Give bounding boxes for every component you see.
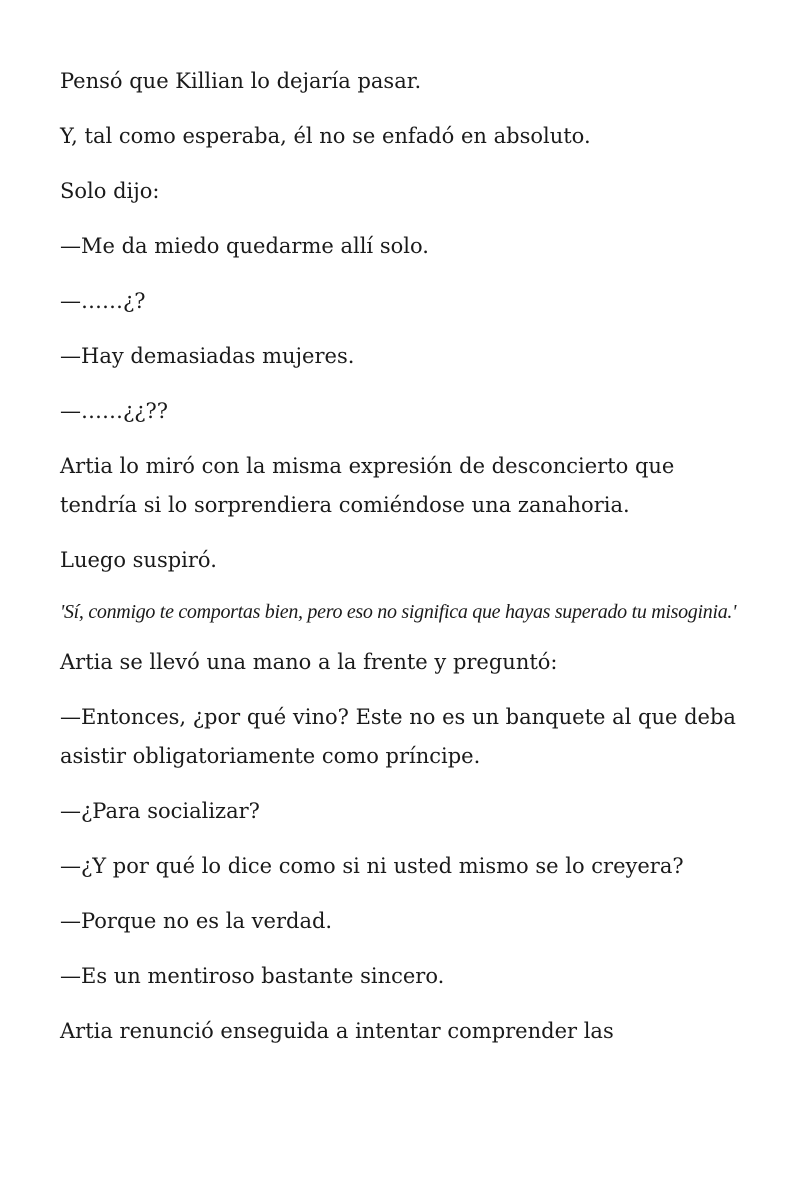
dialogue-line: —……¿? [60,289,146,313]
paragraph: Pensó que Killian lo dejaría pasar. [60,69,422,93]
paragraph: Artia lo miró con la misma expresión de desconcierto que tendría si lo sorprendiera comiéndose una zanahoria. [60,454,675,517]
paragraph: Solo dijo: [60,179,160,203]
paragraph: Artia se llevó una mano a la frente y preguntó: [60,650,558,674]
reader-page [60,62,740,1067]
dialogue-line: —¿Para socializar? [60,799,260,823]
dialogue-line: —Es un mentiroso bastante sincero. [60,964,445,988]
inner-thought: 'Sí, conmigo te comportas bien, pero eso no significa que hayas superado tu misoginia.' [60,601,737,623]
dialogue-line: —Entonces, ¿por qué vino? Este no es un banquete al que deba asistir obligatoriamente como príncipe. [60,705,736,768]
dialogue-line: —Porque no es la verdad. [60,909,333,933]
paragraph: Luego suspiró. [60,548,217,572]
paragraph: Artia renunció enseguida a intentar comprender las [60,1019,614,1043]
dialogue-line: —……¿¿?? [60,399,169,423]
paragraph: Y, tal como esperaba, él no se enfadó en absoluto. [60,124,591,148]
dialogue-line: —Me da miedo quedarme allí solo. [60,234,429,258]
dialogue-line: —Hay demasiadas mujeres. [60,344,355,368]
dialogue-line: —¿Y por qué lo dice como si ni usted mismo se lo creyera? [60,854,684,878]
